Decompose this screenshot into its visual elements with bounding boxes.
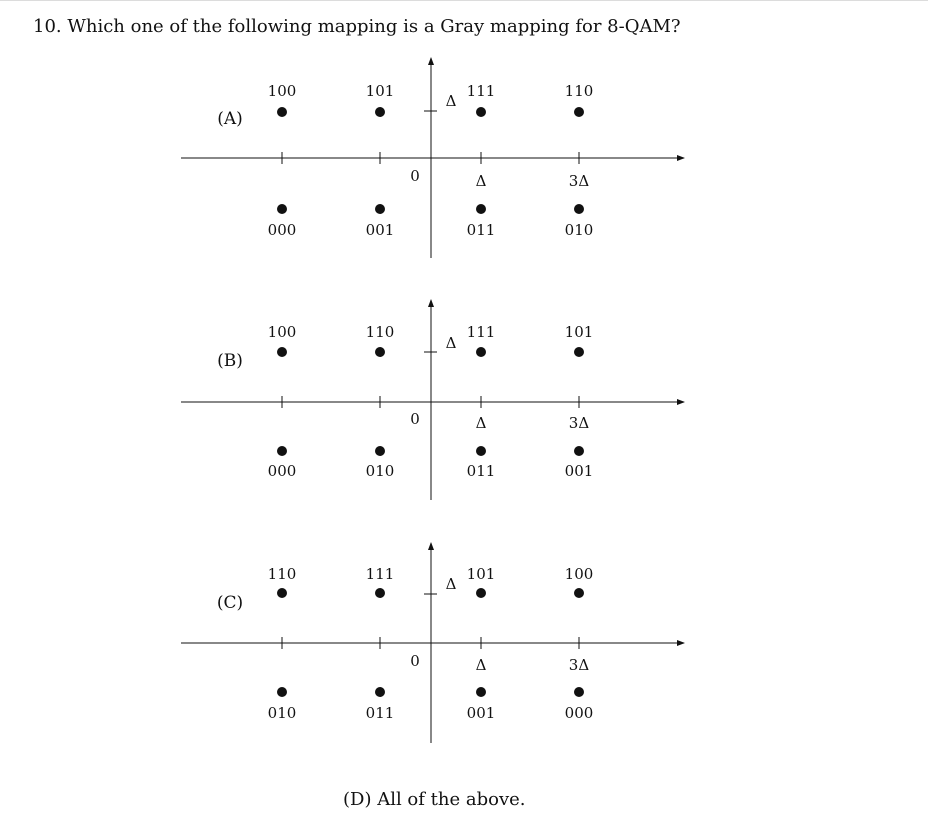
constellation-point	[277, 204, 287, 214]
constellation-point	[574, 687, 584, 697]
bit-label-top: 101	[365, 82, 395, 100]
bit-label-bottom: 000	[267, 221, 297, 239]
bit-label-top: 111	[365, 565, 395, 583]
constellation-point	[277, 446, 287, 456]
bit-label-top: 110	[365, 323, 395, 341]
y-delta-label: Δ	[445, 575, 457, 593]
bit-label-bottom: 010	[564, 221, 594, 239]
bit-label-top: 100	[267, 323, 297, 341]
three-delta-label: 3Δ	[568, 414, 590, 432]
question-prompt: Which one of the following mapping is a Gray mapping for 8-QAM?	[67, 16, 681, 37]
constellation-point	[277, 588, 287, 598]
bit-label-bottom: 001	[466, 704, 496, 722]
origin-label: 0	[410, 652, 420, 670]
bit-label-top: 111	[466, 82, 496, 100]
bit-label-bottom: 001	[564, 462, 594, 480]
constellation-point	[277, 687, 287, 697]
option-label: (A)	[217, 109, 243, 129]
delta-label: Δ	[475, 172, 487, 190]
constellation-point	[476, 347, 486, 357]
option-d: (D) All of the above.	[343, 789, 526, 810]
bit-label-top: 111	[466, 323, 496, 341]
bit-label-bottom: 010	[267, 704, 297, 722]
constellation-point	[574, 107, 584, 117]
bit-label-top: 101	[564, 323, 594, 341]
bit-label-bottom: 011	[365, 704, 395, 722]
diagram-a	[181, 58, 684, 258]
bit-label-bottom: 000	[564, 704, 594, 722]
bit-label-bottom: 011	[466, 221, 496, 239]
constellation-point	[277, 107, 287, 117]
constellation-point	[476, 204, 486, 214]
bit-label-top: 110	[564, 82, 594, 100]
diagram-c	[181, 543, 684, 743]
origin-label: 0	[410, 167, 420, 185]
delta-label: Δ	[475, 656, 487, 674]
constellation-point	[375, 687, 385, 697]
constellation-point	[277, 347, 287, 357]
constellation-point	[375, 204, 385, 214]
question-number: 10.	[33, 16, 62, 37]
constellation-point	[476, 588, 486, 598]
constellation-point	[375, 107, 385, 117]
constellation-point	[574, 588, 584, 598]
constellation-point	[574, 347, 584, 357]
constellation-point	[476, 107, 486, 117]
constellation-point	[476, 687, 486, 697]
bit-label-bottom: 011	[466, 462, 496, 480]
constellation-point	[574, 446, 584, 456]
option-label: (B)	[217, 351, 243, 371]
bit-label-top: 101	[466, 565, 496, 583]
three-delta-label: 3Δ	[568, 656, 590, 674]
bit-label-bottom: 001	[365, 221, 395, 239]
bit-label-top: 100	[564, 565, 594, 583]
bit-label-top: 100	[267, 82, 297, 100]
diagram-b	[181, 300, 684, 500]
constellation-point	[375, 446, 385, 456]
option-label: (C)	[216, 593, 244, 613]
constellation-point	[574, 204, 584, 214]
three-delta-label: 3Δ	[568, 172, 590, 190]
bit-label-bottom: 010	[365, 462, 395, 480]
delta-label: Δ	[475, 414, 487, 432]
y-delta-label: Δ	[445, 92, 457, 110]
y-delta-label: Δ	[445, 334, 457, 352]
constellation-point	[375, 347, 385, 357]
constellation-point	[476, 446, 486, 456]
bit-label-top: 110	[267, 565, 297, 583]
origin-label: 0	[410, 410, 420, 428]
bit-label-bottom: 000	[267, 462, 297, 480]
constellation-point	[375, 588, 385, 598]
